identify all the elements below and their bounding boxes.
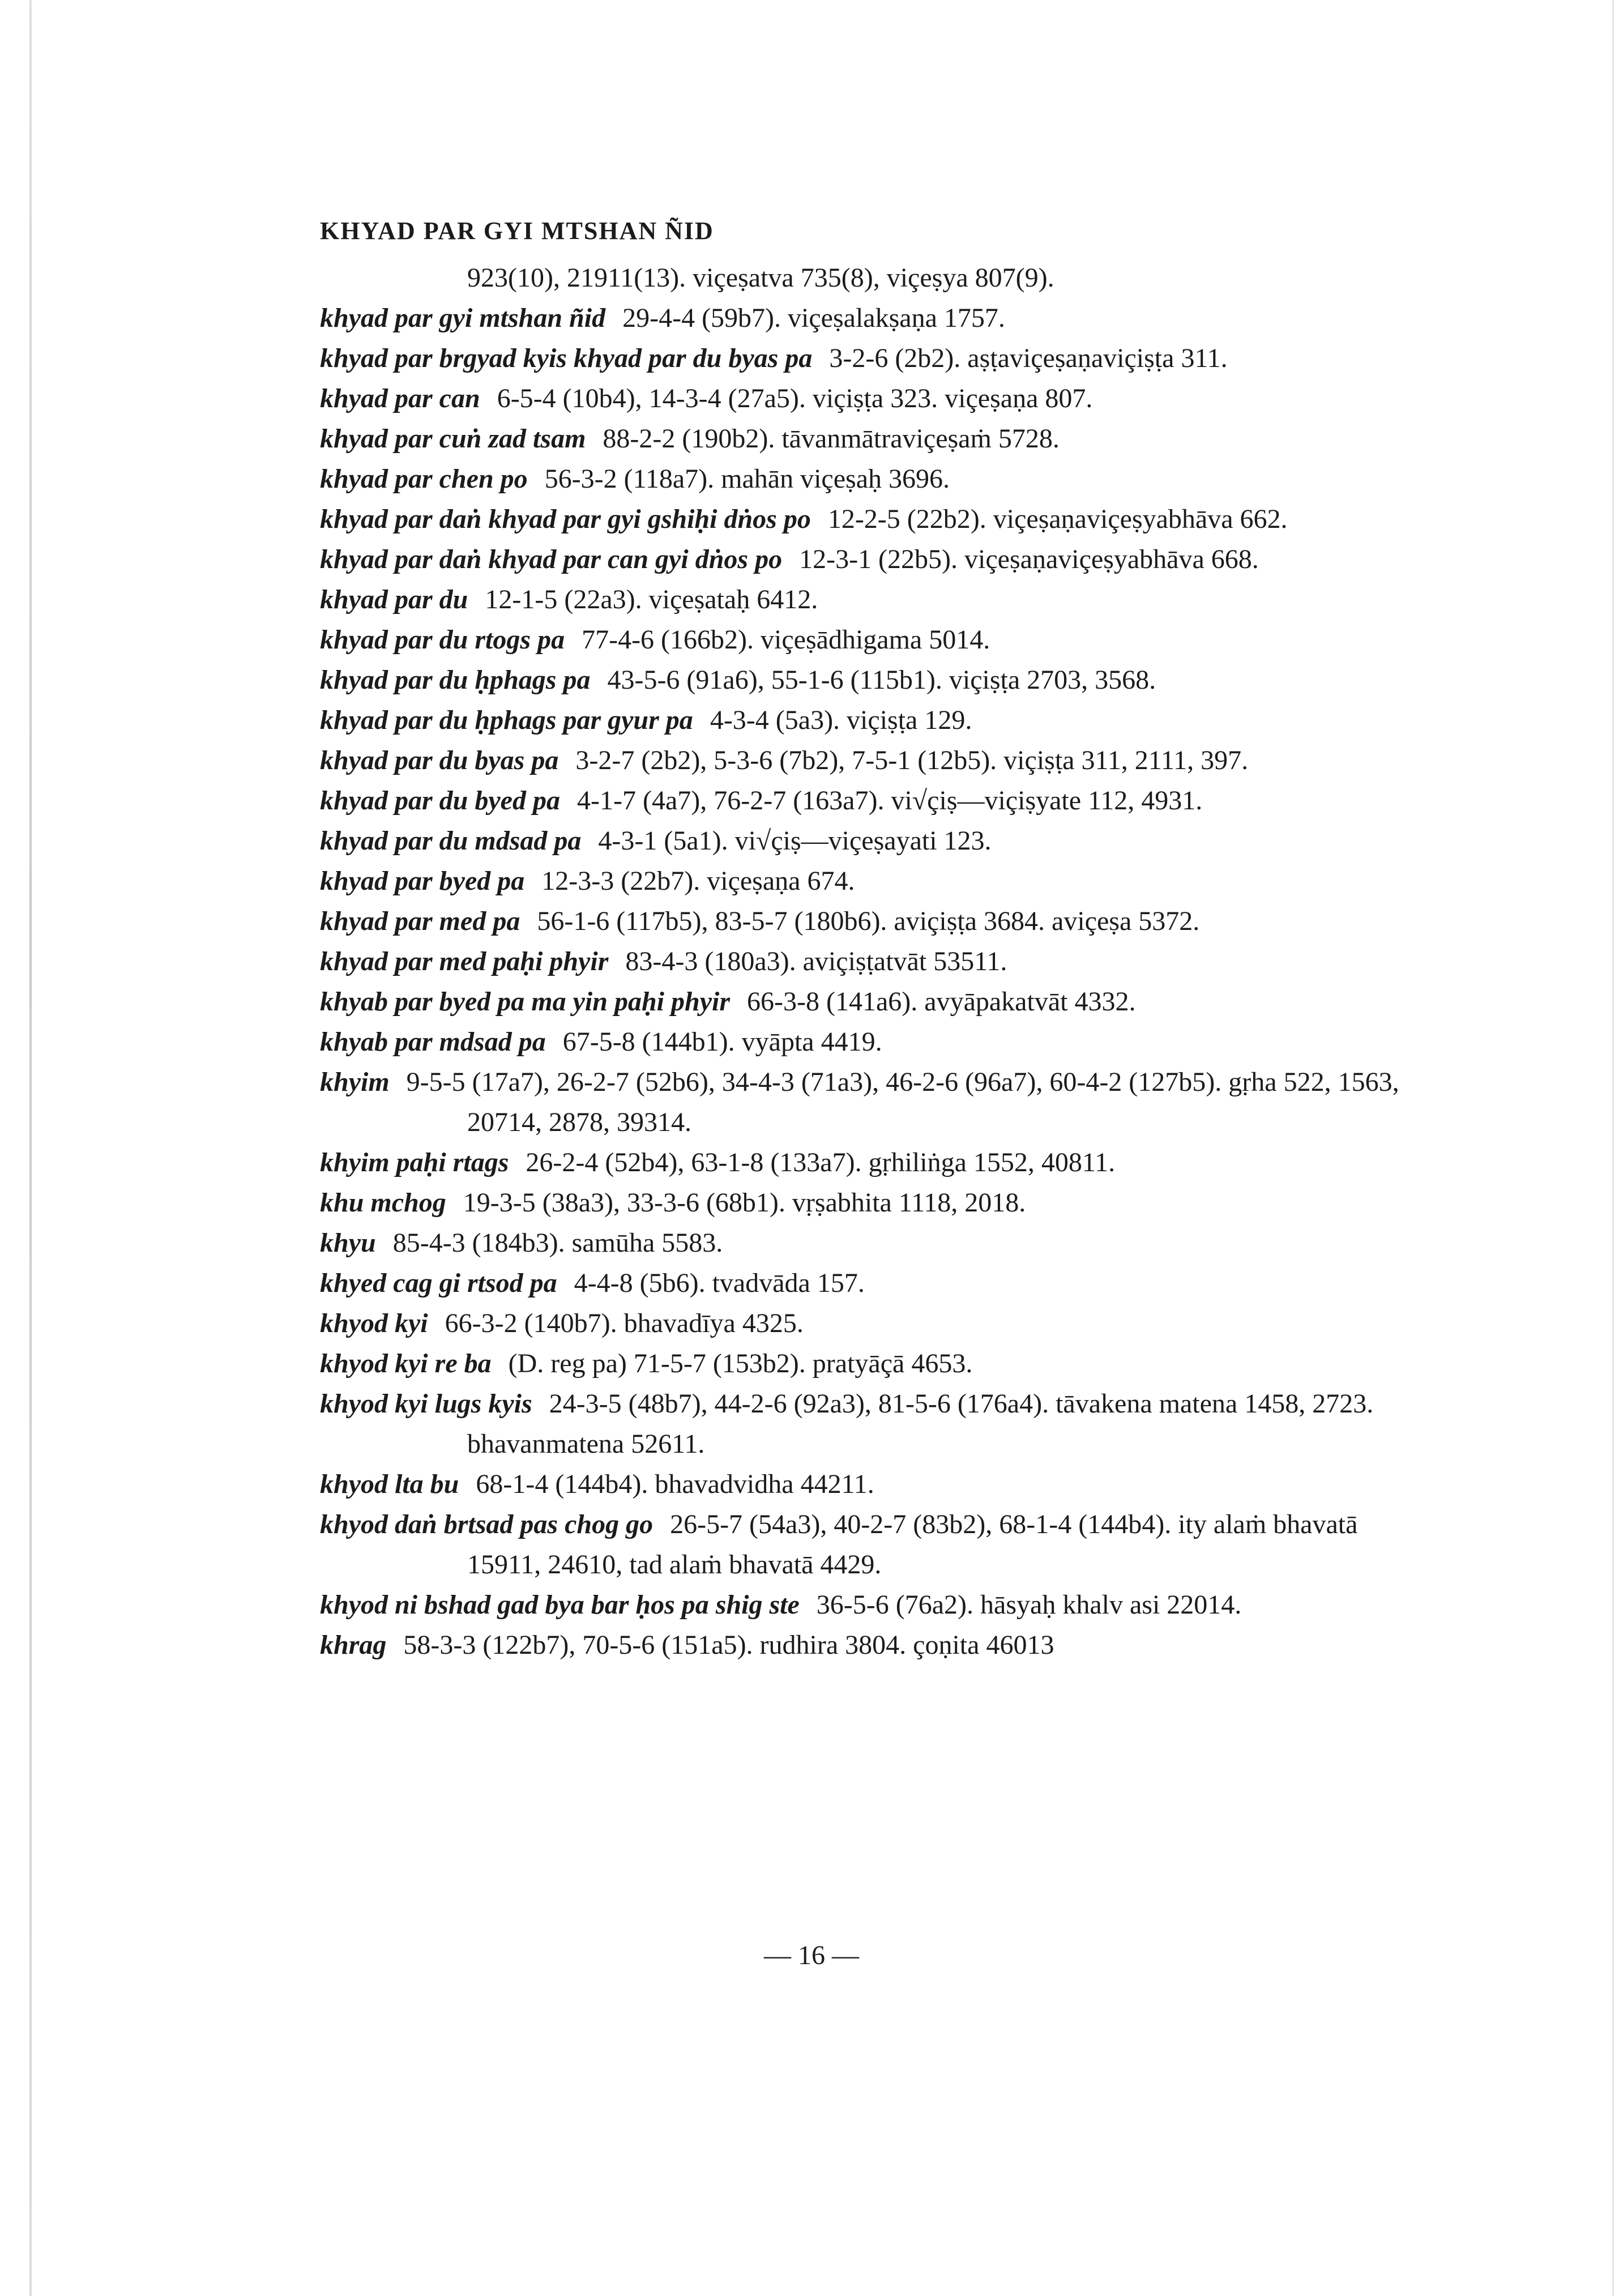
entry-references: 58-3-3 (122b7), 70-5-6 (151a5). rudhira 3804. çoṇita 46013 (403, 1630, 1054, 1660)
entry-headword: khyad par du (320, 584, 468, 614)
dictionary-entry (320, 579, 1436, 620)
entry-references: 67-5-8 (144b1). vyāpta 4419. (562, 1027, 882, 1057)
dictionary-entry (320, 1585, 1436, 1625)
dictionary-entry (320, 459, 1436, 499)
page-number: — 16 — (764, 1940, 859, 1970)
entry-headword: khyim (320, 1067, 390, 1097)
entry-references: 56-3-2 (118a7). mahān viçeṣaḥ 3696. (544, 464, 950, 494)
dictionary-entry (320, 821, 1436, 861)
page-header: KHYAD PAR GYI MTSHAN ÑID (320, 217, 714, 245)
entry-references: 12-2-5 (22b2). viçeṣaṇaviçeṣyabhāva 662. (827, 504, 1288, 534)
entry-references: 4-3-1 (5a1). vi√çiṣ—viçeṣayati 123. (598, 826, 992, 856)
dictionary-entry (320, 1263, 1436, 1303)
dictionary-entry (320, 1343, 1436, 1384)
entry-headword: khyed cag gi rtsod pa (320, 1268, 557, 1298)
entry-references: 43-5-6 (91a6), 55-1-6 (115b1). viçiṣṭa 2703, 3568. (607, 665, 1156, 695)
entry-headword: khyod kyi (320, 1308, 428, 1338)
entry-headword: khyad par du mdsad pa (320, 826, 582, 856)
entry-headword: khyab par mdsad pa (320, 1027, 546, 1057)
entry-headword: khyad par du ḥphags par gyur pa (320, 705, 693, 735)
entry-references: 12-3-3 (22b7). viçeṣaṇa 674. (541, 866, 855, 896)
entry-references: 85-4-3 (184b3). samūha 5583. (392, 1228, 723, 1258)
entry-references: (D. reg pa) 71-5-7 (153b2). pratyāçā 4653. (508, 1348, 973, 1379)
dictionary-entry (320, 1384, 1436, 1464)
entry-references: 19-3-5 (38a3), 33-3-6 (68b1). vṛṣabhita 1118, 2018. (463, 1188, 1026, 1218)
entry-references: 6-5-4 (10b4), 14-3-4 (27a5). viçiṣṭa 323. viçeṣaṇa 807. (497, 383, 1093, 413)
dictionary-entry (320, 1625, 1436, 1665)
entry-headword: khyab par byed pa ma yin paḥi phyir (320, 987, 731, 1017)
entry-references: 26-2-4 (52b4), 63-1-8 (133a7). gṛhiliṅga 1552, 40811. (526, 1147, 1116, 1177)
entry-references: 923(10), 21911(13). viçeṣatva 735(8), viçeṣya 807(9). (467, 263, 1054, 293)
entry-headword: khyad par cuṅ zad tsam (320, 424, 586, 454)
dictionary-entry (320, 1504, 1436, 1585)
dictionary-entry (320, 419, 1436, 459)
entry-references: 26-5-7 (54a3), 40-2-7 (83b2), 68-1-4 (144b4). ity alaṁ bhavatā 15911, 24610, tad alaṁ bhavatā 4429. (467, 1509, 1358, 1580)
dictionary-entry (320, 981, 1436, 1022)
dictionary-entries (320, 258, 1436, 1665)
entry-references: 24-3-5 (48b7), 44-2-6 (92a3), 81-5-6 (176a4). tāvakena matena 1458, 2723. bhavanmatena 52611. (467, 1389, 1374, 1459)
dictionary-entry (320, 660, 1436, 700)
entry-headword: khyad par med paḥi phyir (320, 946, 609, 976)
dictionary-entry (320, 740, 1436, 780)
dictionary-entry (320, 1183, 1436, 1223)
entry-references: 12-1-5 (22a3). viçeṣataḥ 6412. (485, 584, 818, 614)
entry-references: 4-1-7 (4a7), 76-2-7 (163a7). vi√çiṣ—viçiṣyate 112, 4931. (576, 786, 1203, 816)
dictionary-entry (320, 1303, 1436, 1343)
dictionary-entry (320, 539, 1436, 579)
entry-headword: khyad par chen po (320, 464, 528, 494)
dictionary-entry (320, 1062, 1436, 1142)
dictionary-entry (320, 700, 1436, 740)
dictionary-entry (320, 499, 1436, 539)
entry-headword: khyad par daṅ khyad par can gyi dṅos po (320, 544, 783, 574)
entry-references: 4-3-4 (5a3). viçiṣṭa 129. (710, 705, 972, 735)
dictionary-entry (320, 620, 1436, 660)
entry-references: 66-3-8 (141a6). avyāpakatvāt 4332. (747, 987, 1136, 1017)
entry-references: 68-1-4 (144b4). bhavadvidha 44211. (476, 1469, 874, 1499)
dictionary-entry (320, 1022, 1436, 1062)
entry-headword: khyu (320, 1228, 376, 1258)
entry-references: 3-2-6 (2b2). aṣṭaviçeṣaṇaviçiṣṭa 311. (829, 343, 1228, 373)
entry-headword: khyad par brgyad kyis khyad par du byas pa (320, 343, 813, 373)
entry-references: 3-2-7 (2b2), 5-3-6 (7b2), 7-5-1 (12b5). viçiṣṭa 311, 2111, 397. (575, 745, 1249, 775)
entry-headword: khyod ni bshad gad bya bar ḥos pa shig ste (320, 1590, 800, 1620)
entry-references: 83-4-3 (180a3). aviçiṣṭatvāt 53511. (625, 946, 1007, 976)
entry-headword: khyod lta bu (320, 1469, 459, 1499)
dictionary-entry (320, 338, 1436, 378)
entry-headword: khyod kyi lugs kyis (320, 1389, 532, 1419)
dictionary-entry (320, 258, 1436, 298)
dictionary-entry (320, 901, 1436, 941)
entry-headword: khu mchog (320, 1188, 446, 1218)
entry-references: 77-4-6 (166b2). viçeṣādhigama 5014. (582, 625, 990, 655)
dictionary-entry (320, 861, 1436, 901)
entry-headword: khyad par du rtogs pa (320, 625, 565, 655)
entry-headword: khrag (320, 1630, 387, 1660)
entry-headword: khyad par med pa (320, 906, 520, 936)
entry-references: 56-1-6 (117b5), 83-5-7 (180b6). aviçiṣṭa 3684. aviçeṣa 5372. (537, 906, 1200, 936)
dictionary-entry (320, 1464, 1436, 1504)
dictionary-entry (320, 1142, 1436, 1183)
entry-references: 12-3-1 (22b5). viçeṣaṇaviçeṣyabhāva 668. (799, 544, 1259, 574)
dictionary-entry (320, 1223, 1436, 1263)
entry-headword: khyad par du ḥphags pa (320, 665, 591, 695)
entry-headword: khyad par can (320, 383, 480, 413)
entry-headword: khyad par daṅ khyad par gyi gshiḥi dṅos po (320, 504, 811, 534)
entry-references: 4-4-8 (5b6). tvadvāda 157. (574, 1268, 865, 1298)
dictionary-entry (320, 780, 1436, 821)
entry-headword: khyad par gyi mtshan ñid (320, 303, 606, 333)
entry-references: 29-4-4 (59b7). viçeṣalakṣaṇa 1757. (622, 303, 1005, 333)
entry-references: 36-5-6 (76a2). hāsyaḥ khalv asi 22014. (816, 1590, 1242, 1620)
dictionary-entry (320, 941, 1436, 981)
entry-references: 9-5-5 (17a7), 26-2-7 (52b6), 34-4-3 (71a3), 46-2-6 (96a7), 60-4-2 (127b5). gṛha 522, 1563, 20714, 2878, 39314. (406, 1067, 1399, 1137)
entry-headword: khyad par du byas pa (320, 745, 559, 775)
entry-headword: khyod kyi re ba (320, 1348, 492, 1379)
entry-headword: khyad par byed pa (320, 866, 525, 896)
entry-references: 66-3-2 (140b7). bhavadīya 4325. (445, 1308, 804, 1338)
entry-headword: khyod daṅ brtsad pas chog go (320, 1509, 654, 1539)
entry-headword: khyad par du byed pa (320, 786, 560, 816)
dictionary-entry (320, 298, 1436, 338)
dictionary-entry (320, 378, 1436, 419)
entry-references: 88-2-2 (190b2). tāvanmātraviçeṣaṁ 5728. (603, 424, 1060, 454)
entry-headword: khyim paḥi rtags (320, 1147, 509, 1177)
